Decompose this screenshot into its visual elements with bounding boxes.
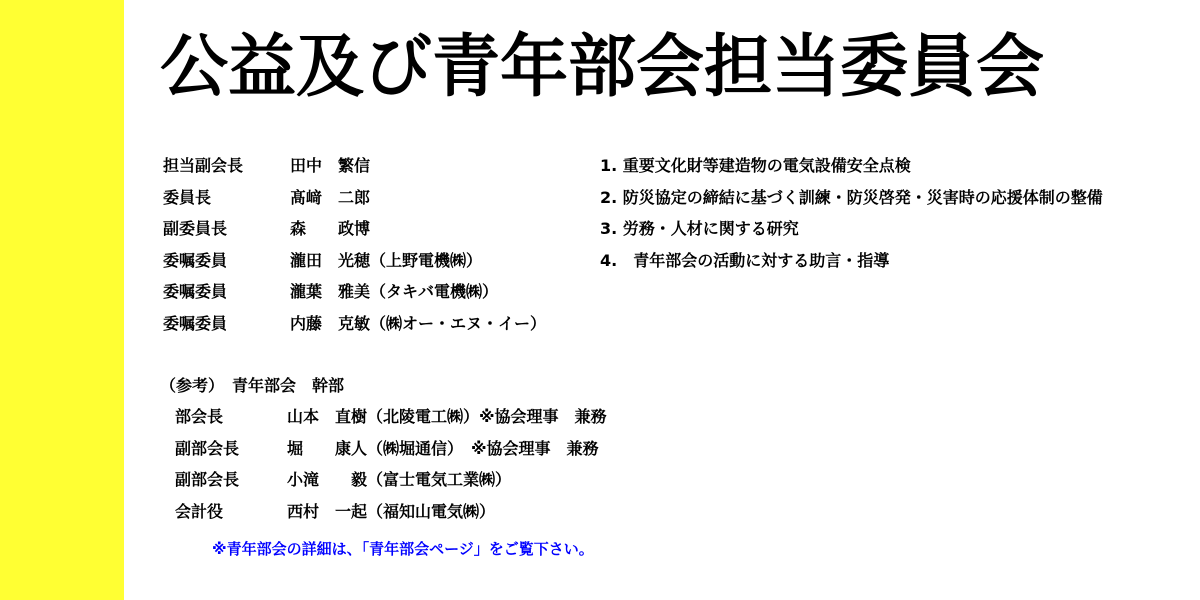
member-role: 委嘱委員 [163,250,228,270]
member-name: 瀧田 光穂（上野電機㈱） [290,250,483,270]
officer-role: 副部会長 [175,438,240,458]
duty-item: 1. 重要文化財等建造物の電気設備安全点検 [600,156,911,175]
committee-duty-list [600,150,1103,276]
member-name: 内藤 克敏（㈱オー・エヌ・イー） [290,313,547,333]
officer-name: 堀 康人（㈱堀通信） ※協会理事 兼務 [287,438,599,458]
member-name: 瀧葉 雅美（タキバ電機㈱） [290,282,499,301]
officer-role: 副部会長 [175,470,240,489]
officer-row [160,464,512,496]
duty-item: 4. 青年部会の活動に対する助言・指導 [600,250,890,270]
reference-heading: （参考） 青年部会 幹部 [160,376,345,395]
member-role: 担当副会長 [163,156,244,175]
yellow-side-bar [0,0,124,600]
officer-role: 部会長 [175,407,224,426]
officer-role: 会計役 [175,501,224,521]
page-title: 公益及び青年部会担当委員会 [160,28,1045,107]
officer-name: 西村 一起（福知山電気㈱） [287,501,496,521]
youth-division-page-note: ※青年部会の詳細は、「青年部会ページ」をご覧下さい。 [212,540,594,558]
officer-name: 小滝 毅（富士電気工業㈱） [287,470,512,489]
officer-row [160,496,496,528]
member-name: 田中 繁信 [290,156,371,175]
officer-row [160,433,599,465]
member-role: 委員長 [163,187,212,207]
officer-name: 山本 直樹（北陵電工㈱）※協会理事 兼務 [287,407,607,426]
officer-row [160,401,607,433]
youth-division-officers [160,370,607,527]
member-role: 委嘱委員 [163,313,228,333]
member-role: 委嘱委員 [163,282,228,301]
member-name: 髙﨑 二郎 [290,187,371,207]
duty-item: 2. 防災協定の締結に基づく訓練・防災啓発・災害時の応援体制の整備 [600,187,1103,207]
duty-item: 3. 労務・人材に関する研究 [600,219,799,238]
member-role: 副委員長 [163,219,228,238]
member-name: 森 政博 [290,219,371,238]
